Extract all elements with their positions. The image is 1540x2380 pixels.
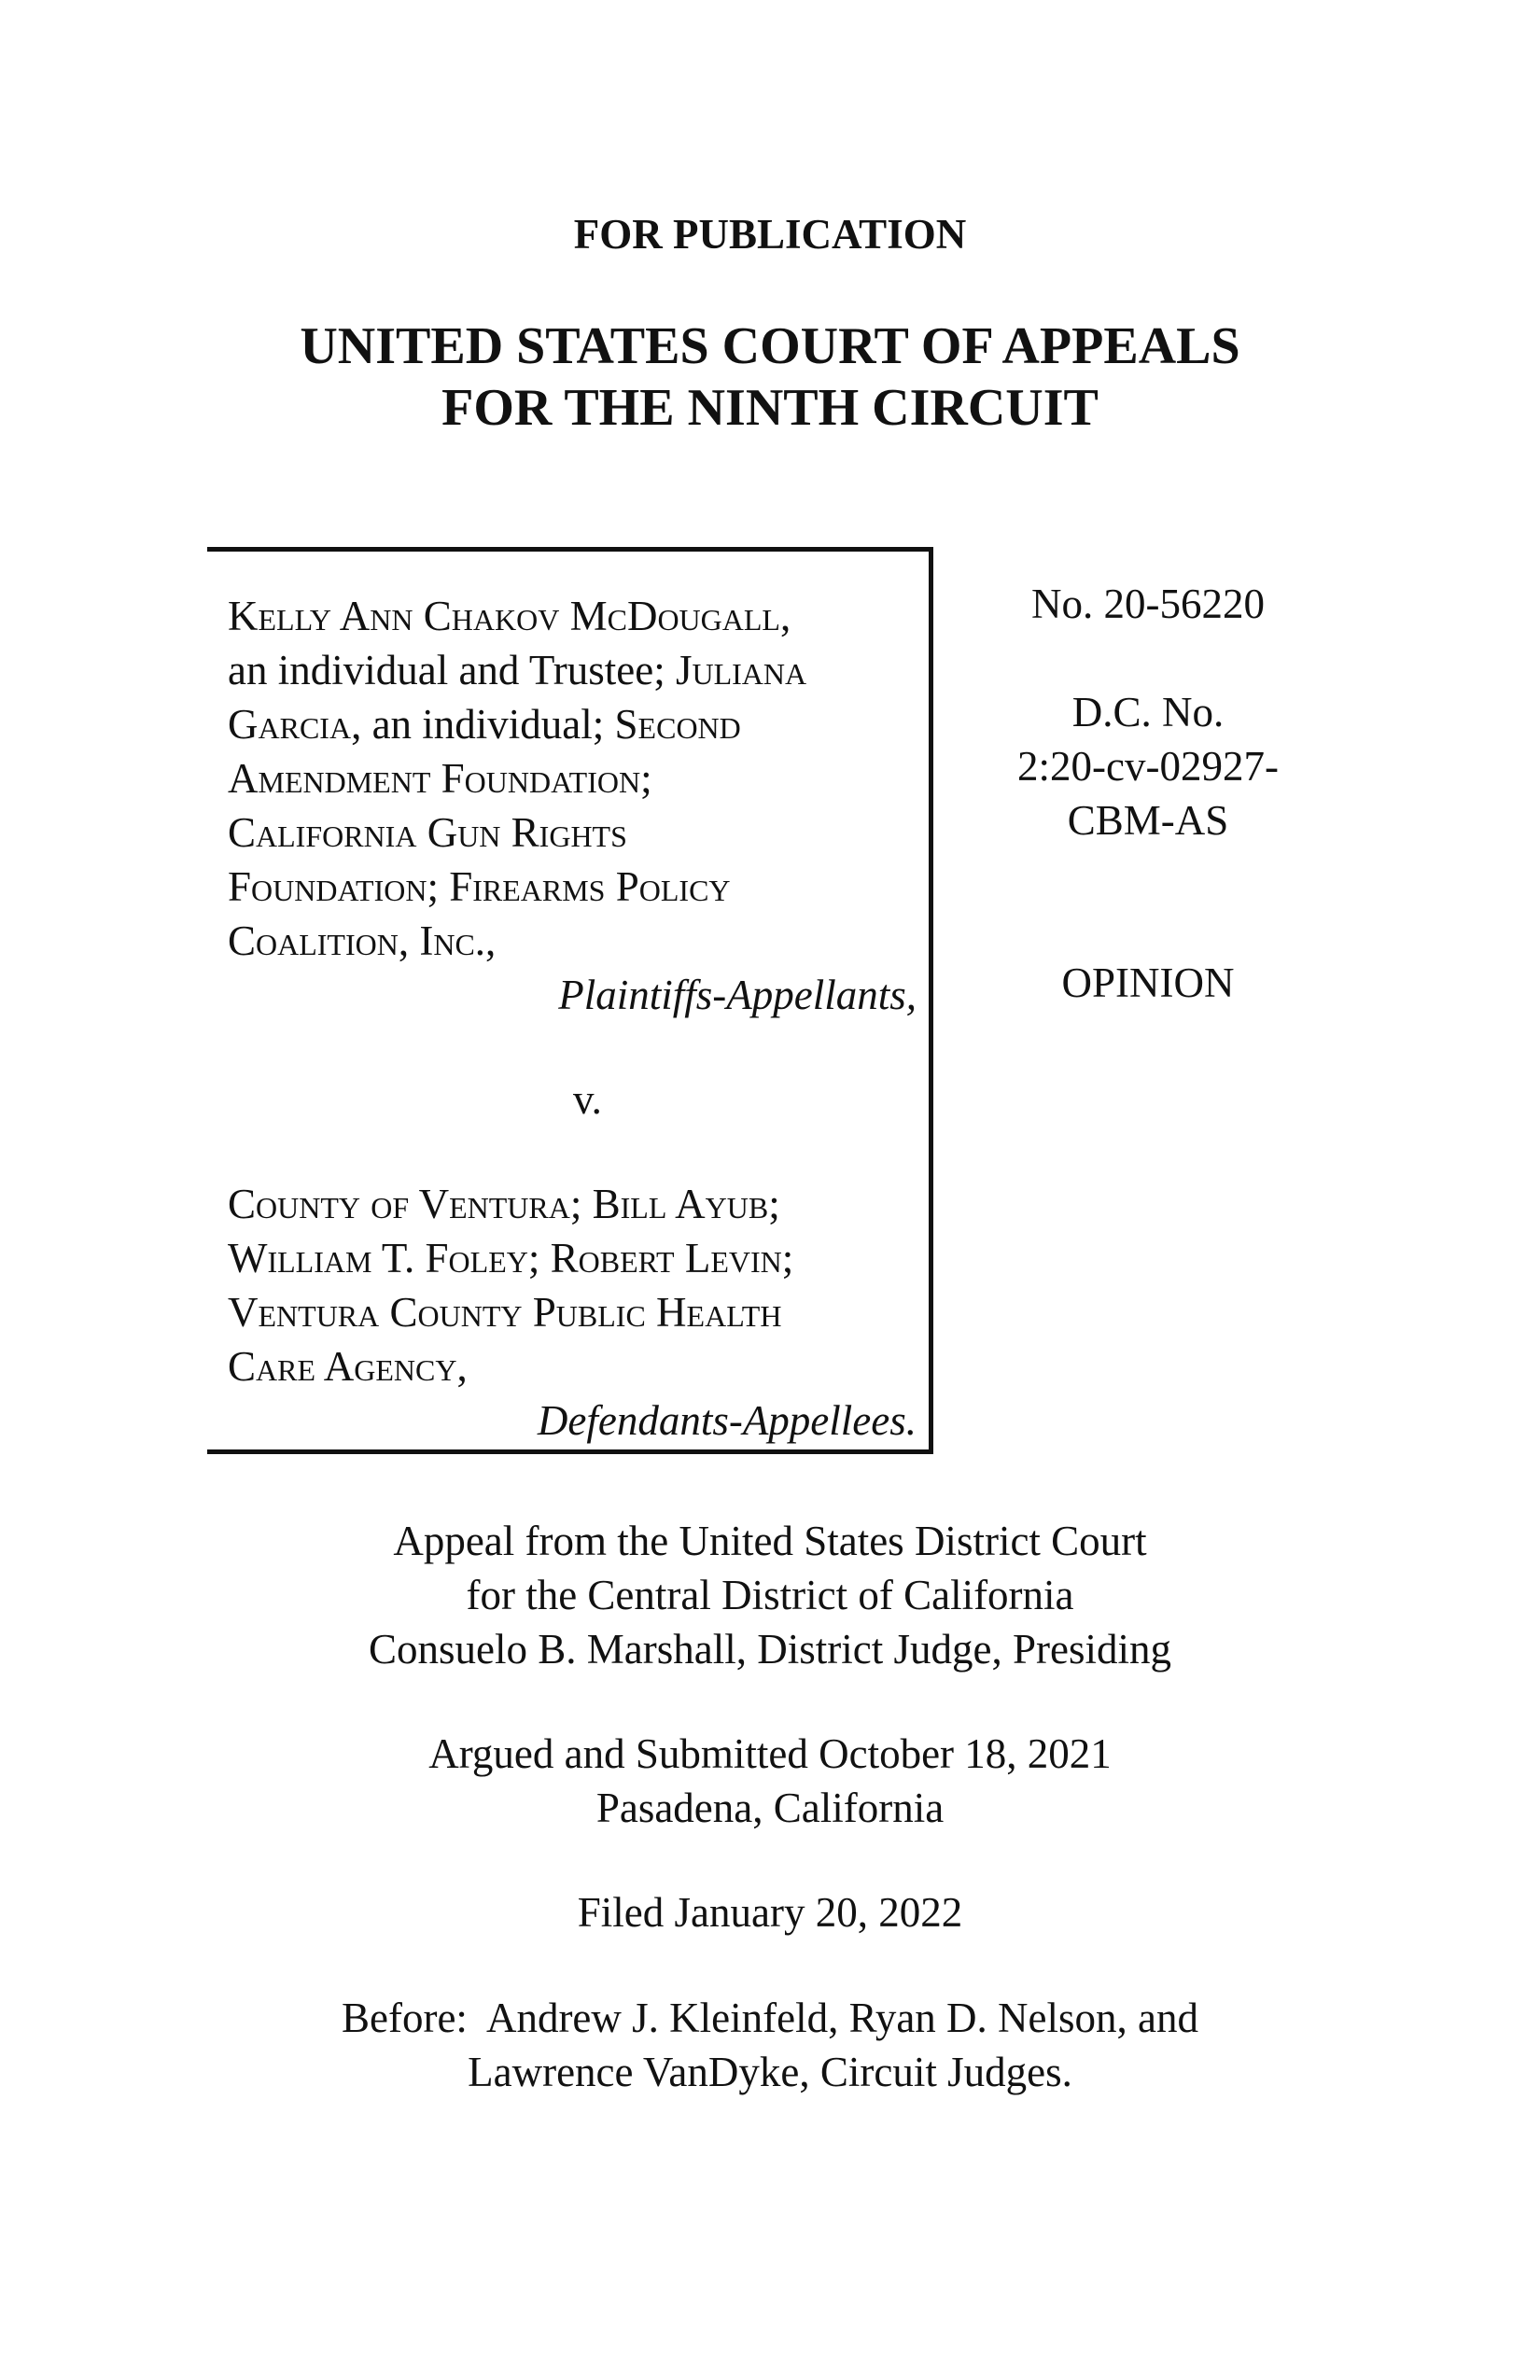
plaintiff-name: Juliana [675,647,807,693]
defendant-line: Ventura County Public Health [228,1289,782,1336]
opinion-label: OPINION [1061,959,1235,1006]
plaintiff-line: Coalition, Inc., [228,917,497,964]
plaintiff-line: Amendment Foundation; [228,755,652,802]
plaintiff-text: an individual and Trustee; [228,647,676,693]
court-name [0,315,1540,439]
defendant-line: County of Ventura; Bill Ayub; [228,1181,780,1227]
argued-line1: Argued and Submitted October 18, 2021 [428,1730,1112,1777]
argued-line2: Pasadena, California [595,1785,945,1831]
plaintiffs-role: Plaintiffs-Appellants, [558,972,917,1018]
case-info-column [938,577,1358,1010]
argued-info [0,1727,1540,1835]
dc-number-line2: CBM-AS [1067,797,1229,844]
defendants-role: Defendants-Appellees. [537,1397,917,1444]
appeal-line2: for the Central District of California [466,1572,1074,1618]
defendant-line: William T. Foley; Robert Levin; [228,1235,794,1281]
court-name-line1: UNITED STATES COURT OF APPEALS [300,317,1240,375]
plaintiff-line: Kelly Ann Chakov McDougall, [228,593,791,639]
plaintiff-line: Foundation; Firearms Policy [228,863,731,910]
before-line2: Lawrence VanDyke, Circuit Judges. [468,2049,1072,2095]
publication-label: FOR PUBLICATION [573,211,967,258]
filed-line: Filed January 20, 2022 [577,1889,963,1936]
plaintiff-name: Garcia [228,701,352,748]
dc-number-label: D.C. No. [1071,689,1225,735]
dc-number-line1: 2:20-cv-02927- [1017,743,1279,790]
appeal-line1: Appeal from the United States District Court [393,1518,1147,1564]
appeal-line3: Consuelo B. Marshall, District Judge, Presiding [369,1626,1171,1673]
plaintiff-line [228,697,918,751]
case-number: No. 20-56220 [1031,581,1265,627]
court-name-line2: FOR THE NINTH CIRCUIT [441,379,1099,437]
filed-date [0,1885,1540,1939]
panel-judges [0,1991,1540,2099]
case-caption-box [207,547,933,1454]
plaintiff-text: , an individual; [351,701,615,748]
defendant-line: Care Agency, [228,1343,468,1390]
plaintiff-line [228,643,918,697]
plaintiff-line: California Gun Rights [228,809,627,856]
plaintiff-name: Second [614,701,741,748]
versus-label: v. [573,1076,602,1123]
appeal-info [0,1514,1540,1676]
before-line1: Before: Andrew J. Kleinfeld, Ryan D. Nelson, and [342,1995,1198,2041]
parties-block [228,589,918,1448]
